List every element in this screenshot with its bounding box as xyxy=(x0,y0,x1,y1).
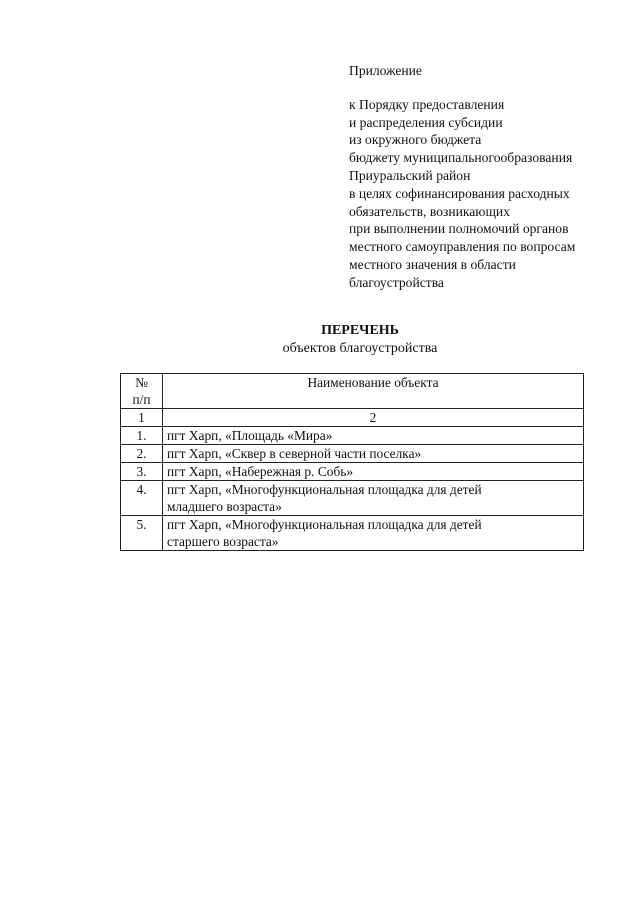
row-name xyxy=(163,516,584,551)
appendix-line: благоустройства xyxy=(349,274,444,290)
row-name-line1: пгт Харп, «Многофункциональная площадка для детей xyxy=(167,482,482,497)
appendix-line: и распределения субсидии xyxy=(349,114,503,130)
appendix-block xyxy=(349,62,575,292)
appendix-line: Приуральский район xyxy=(349,167,471,183)
row-name: пгт Харп, «Сквер в северной части поселка» xyxy=(163,445,584,463)
row-name xyxy=(163,481,584,516)
header-number-line2: п/п xyxy=(132,392,151,407)
header-number-line1: № xyxy=(135,375,148,390)
row-name: пгт Харп, «Набережная р. Собь» xyxy=(163,463,584,481)
table-index-row xyxy=(121,409,584,427)
appendix-line: бюджету муниципальногообразования xyxy=(349,150,573,166)
row-number: 2. xyxy=(121,445,163,463)
table-row xyxy=(121,445,584,463)
row-number: 5. xyxy=(121,516,163,551)
appendix-line: в целях софинансирования расходных xyxy=(349,185,570,201)
index-cell-2: 2 xyxy=(163,409,584,427)
document-title: ПЕРЕЧЕНЬ xyxy=(321,323,399,338)
row-name: пгт Харп, «Площадь «Мира» xyxy=(163,427,584,445)
document-subtitle: объектов благоустройства xyxy=(282,341,438,356)
row-number: 4. xyxy=(121,481,163,516)
row-name-line2: младшего возраста» xyxy=(167,499,282,514)
appendix-line: из окружного бюджета xyxy=(349,132,482,148)
row-name-line2: старшего возраста» xyxy=(167,534,279,549)
table-row xyxy=(121,481,584,516)
table-header-row xyxy=(121,374,584,409)
appendix-line: при выполнении полномочий органов xyxy=(349,221,569,237)
header-name: Наименование объекта xyxy=(163,374,584,409)
appendix-line: к Порядку предоставления xyxy=(349,96,505,112)
appendix-line: местного значения в области xyxy=(349,256,516,272)
appendix-title: Приложение xyxy=(349,63,422,78)
table-row xyxy=(121,463,584,481)
row-name-line1: пгт Харп, «Многофункциональная площадка для детей xyxy=(167,517,482,532)
table-row xyxy=(121,516,584,551)
appendix-line: местного самоуправления по вопросам xyxy=(349,239,576,255)
index-cell-1: 1 xyxy=(121,409,163,427)
header-number xyxy=(121,374,163,409)
appendix-line: обязательств, возникающих xyxy=(349,203,510,219)
table-row xyxy=(121,427,584,445)
objects-table xyxy=(120,373,584,551)
row-number: 1. xyxy=(121,427,163,445)
row-number: 3. xyxy=(121,463,163,481)
